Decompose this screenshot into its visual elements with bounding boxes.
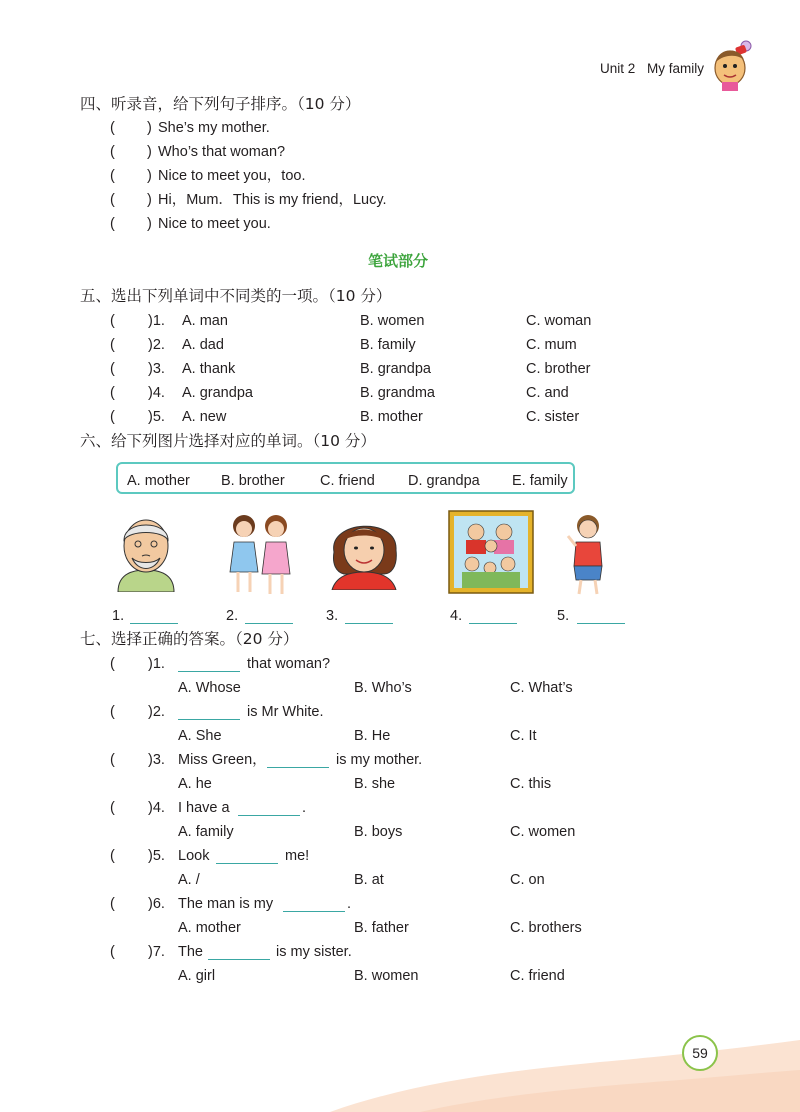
- mascot-icon: [708, 38, 758, 92]
- option-a[interactable]: A. he: [178, 776, 212, 792]
- question-text: me!: [285, 848, 310, 864]
- answer-paren[interactable]: (: [110, 656, 144, 672]
- answer-blank[interactable]: [345, 609, 393, 624]
- question-number: )1.: [148, 313, 165, 329]
- woman-picture-icon: [326, 510, 402, 590]
- section7-heading: 七、选择正确的答案。（20 分）: [80, 630, 299, 648]
- word-option: B. brother: [221, 473, 285, 489]
- picture-label: 5.: [557, 608, 570, 624]
- sentence-item: Who’s that woman?: [158, 144, 286, 160]
- family-portrait-icon: [448, 510, 534, 594]
- section6-heading: 六、给下列图片选择对应的单词。（10 分）: [80, 432, 376, 450]
- option-c[interactable]: C. woman: [526, 313, 592, 329]
- question-number: )5.: [148, 848, 165, 864]
- question-text: The: [178, 944, 203, 960]
- option-c[interactable]: C. sister: [526, 409, 580, 425]
- boy-picture-icon: [564, 512, 610, 598]
- option-a[interactable]: A. man: [182, 313, 228, 329]
- question-number: )3.: [148, 752, 165, 768]
- question-text: .: [302, 800, 307, 816]
- question-text: is my mother.: [336, 752, 423, 768]
- answer-blank[interactable]: [178, 657, 240, 672]
- option-b[interactable]: B. boys: [354, 824, 403, 840]
- answer-blank[interactable]: [283, 897, 345, 912]
- answer-paren[interactable]: ( ): [110, 120, 152, 136]
- option-a[interactable]: A. mother: [178, 920, 241, 936]
- question-text: Look: [178, 848, 210, 864]
- answer-blank[interactable]: [469, 609, 517, 624]
- option-b[interactable]: B. He: [354, 728, 391, 744]
- answer-paren[interactable]: (: [110, 800, 144, 816]
- question-number: )2.: [148, 704, 165, 720]
- sentence-item: Nice to meet you.: [158, 216, 271, 232]
- answer-paren[interactable]: ( ): [110, 192, 152, 208]
- question-text: that woman?: [247, 656, 331, 672]
- answer-paren[interactable]: ( ): [110, 144, 152, 160]
- question-text: .: [347, 896, 352, 912]
- unit-title: My family: [647, 61, 704, 76]
- question-text: is Mr White.: [247, 704, 324, 720]
- option-c[interactable]: C. brother: [526, 361, 591, 377]
- option-b[interactable]: B. Who’s: [354, 680, 412, 696]
- question-number: )4.: [148, 800, 165, 816]
- option-a[interactable]: A. /: [178, 872, 200, 888]
- option-c[interactable]: C. women: [510, 824, 576, 840]
- word-option: E. family: [512, 473, 568, 489]
- sentence-item: Hi，Mum．This is my friend，Lucy.: [158, 192, 387, 208]
- option-a[interactable]: A. dad: [182, 337, 224, 353]
- answer-paren[interactable]: (: [110, 896, 144, 912]
- answer-blank[interactable]: [238, 801, 300, 816]
- sentence-item: She’s my mother.: [158, 120, 270, 136]
- option-b[interactable]: B. mother: [360, 409, 423, 425]
- answer-paren[interactable]: (: [110, 337, 144, 353]
- option-c[interactable]: C. What’s: [510, 680, 573, 696]
- option-c[interactable]: C. on: [510, 872, 545, 888]
- option-c[interactable]: C. and: [526, 385, 569, 401]
- picture-label: 2.: [226, 608, 239, 624]
- option-a[interactable]: A. Whose: [178, 680, 241, 696]
- option-c[interactable]: C. friend: [510, 968, 565, 984]
- answer-blank[interactable]: [267, 753, 329, 768]
- unit-label: Unit 2: [600, 61, 636, 76]
- option-c[interactable]: C. It: [510, 728, 537, 744]
- option-b[interactable]: B. grandpa: [360, 361, 431, 377]
- option-b[interactable]: B. women: [354, 968, 419, 984]
- answer-paren[interactable]: ( ): [110, 168, 152, 184]
- option-c[interactable]: C. brothers: [510, 920, 582, 936]
- picture-label: 3.: [326, 608, 339, 624]
- option-b[interactable]: B. she: [354, 776, 396, 792]
- option-a[interactable]: A. girl: [178, 968, 216, 984]
- section5-heading: 五、选出下列单词中不同类的一项。（10 分）: [80, 287, 392, 305]
- question-text: is my sister.: [276, 944, 352, 960]
- answer-paren[interactable]: (: [110, 848, 144, 864]
- option-c[interactable]: C. this: [510, 776, 552, 792]
- option-b[interactable]: B. father: [354, 920, 409, 936]
- bottom-wave-decoration: [0, 1010, 800, 1112]
- two-girls-picture-icon: [226, 512, 296, 598]
- option-a[interactable]: A. family: [178, 824, 234, 840]
- option-c[interactable]: C. mum: [526, 337, 577, 353]
- option-b[interactable]: B. family: [360, 337, 416, 353]
- picture-label: 1.: [112, 608, 125, 624]
- section4-heading: 四、听录音，给下列句子排序。（10 分）: [80, 95, 361, 113]
- option-a[interactable]: A. thank: [182, 361, 236, 377]
- question-number: )1.: [148, 656, 165, 672]
- answer-paren[interactable]: (: [110, 409, 144, 425]
- picture-label: 4.: [450, 608, 463, 624]
- answer-blank[interactable]: [208, 945, 270, 960]
- option-b[interactable]: B. women: [360, 313, 425, 329]
- answer-paren[interactable]: (: [110, 361, 144, 377]
- question-number: )2.: [148, 337, 165, 353]
- question-number: )7.: [148, 944, 165, 960]
- option-a[interactable]: A. grandpa: [182, 385, 253, 401]
- question-number: )3.: [148, 361, 165, 377]
- answer-paren[interactable]: (: [110, 385, 144, 401]
- answer-blank[interactable]: [130, 609, 178, 624]
- answer-paren[interactable]: (: [110, 944, 144, 960]
- page-number: 59: [682, 1035, 718, 1071]
- question-text: Miss Green，: [178, 752, 267, 768]
- grandpa-picture-icon: [112, 510, 180, 592]
- answer-paren[interactable]: (: [110, 704, 144, 720]
- question-number: )4.: [148, 385, 165, 401]
- question-number: )5.: [148, 409, 165, 425]
- sentence-item: Nice to meet you，too.: [158, 168, 306, 184]
- answer-blank[interactable]: [178, 705, 240, 720]
- word-option: D. grandpa: [408, 473, 480, 489]
- answer-blank[interactable]: [245, 609, 293, 624]
- word-option: C. friend: [320, 473, 375, 489]
- option-a[interactable]: A. new: [182, 409, 227, 425]
- option-b[interactable]: B. grandma: [360, 385, 435, 401]
- answer-paren[interactable]: (: [110, 752, 144, 768]
- answer-paren[interactable]: (: [110, 313, 144, 329]
- written-part-title: 笔试部分: [368, 252, 429, 270]
- question-text: The man is my: [178, 896, 274, 912]
- option-a[interactable]: A. She: [178, 728, 222, 744]
- answer-paren[interactable]: ( ): [110, 216, 152, 232]
- word-option: A. mother: [127, 473, 190, 489]
- answer-blank[interactable]: [216, 849, 278, 864]
- answer-blank[interactable]: [577, 609, 625, 624]
- question-number: )6.: [148, 896, 165, 912]
- question-text: I have a: [178, 800, 230, 816]
- option-b[interactable]: B. at: [354, 872, 384, 888]
